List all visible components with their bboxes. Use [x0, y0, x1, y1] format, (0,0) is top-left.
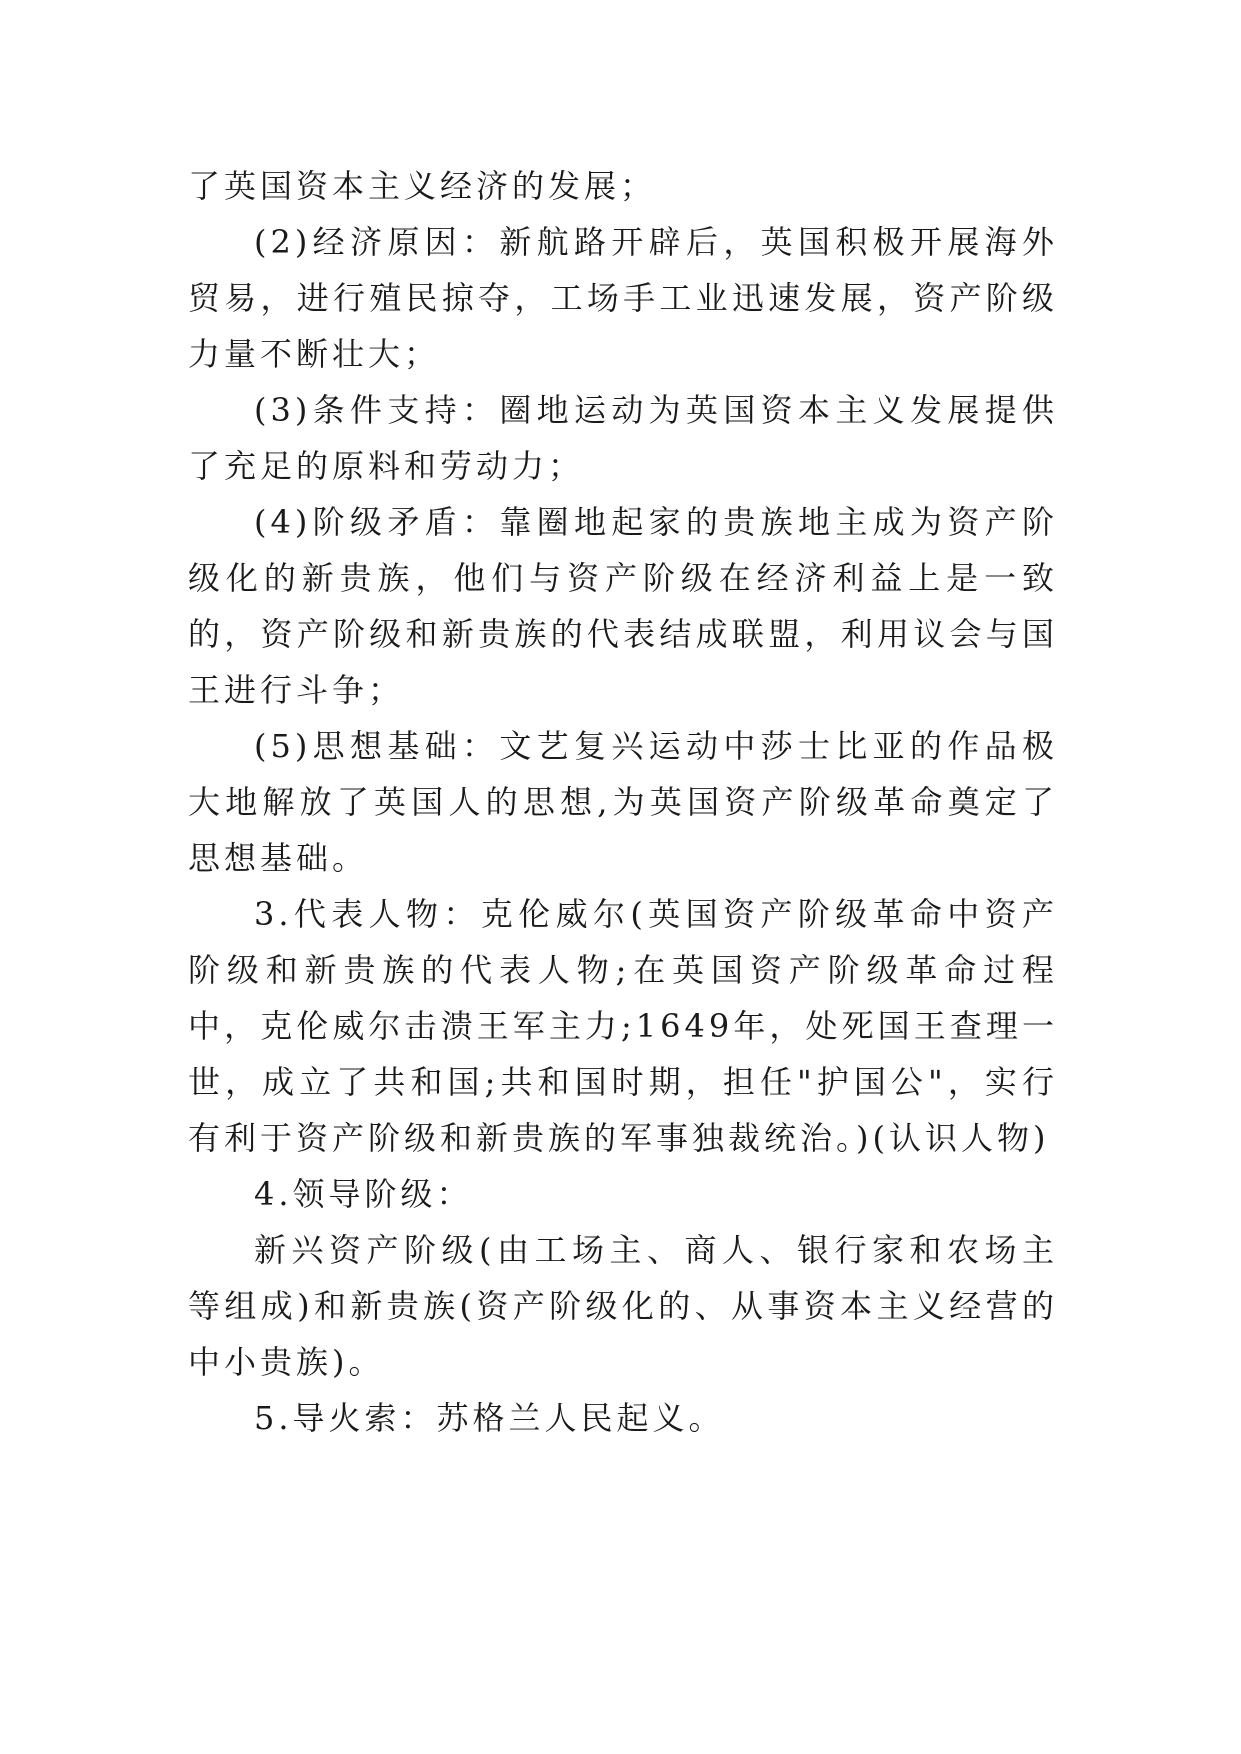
paragraph-class-conflict: (4)阶级矛盾：靠圈地起家的贵族地主成为资产阶级化的新贵族，他们与资产阶级在经济利益上是一致的，资产阶级和新贵族的代表结成联盟，利用议会与国王进行斗争； — [188, 503, 1058, 709]
paragraph-leading-class: 新兴资产阶级(由工场主、商人、银行家和农场主等组成)和新贵族(资产阶级化的、从事资本主义经营的中小贵族)。 — [188, 1231, 1058, 1381]
paragraph-condition-support: (3)条件支持：圈地运动为英国资本主义发展提供了充足的原料和劳动力； — [188, 391, 1058, 485]
paragraph-leading-class-heading: 4.领导阶级： — [254, 1175, 473, 1213]
document-body — [188, 158, 1058, 1446]
paragraph-representative-figure: 3.代表人物：克伦威尔(英国资产阶级革命中资产阶级和新贵族的代表人物;在英国资产阶级革命过程中，克伦威尔击溃王军主力;1649年，处死国王查理一世，成立了共和国;共和国时期，担任"护国公"，实行有利于资产阶级和新贵族的军事独裁统治。)(认识人物) — [188, 895, 1058, 1157]
paragraph-trigger: 5.导火索：苏格兰人民起义。 — [254, 1399, 725, 1437]
paragraph-economic-development-end: 了英国资本主义经济的发展； — [188, 167, 657, 205]
paragraph-ideological-basis: (5)思想基础：文艺复兴运动中莎士比亚的作品极大地解放了英国人的思想,为英国资产阶级革命奠定了思想基础。 — [188, 727, 1058, 877]
paragraph-economic-reason: (2)经济原因：新航路开辟后，英国积极开展海外贸易，进行殖民掠夺，工场手工业迅速发展，资产阶级力量不断壮大； — [188, 223, 1058, 373]
